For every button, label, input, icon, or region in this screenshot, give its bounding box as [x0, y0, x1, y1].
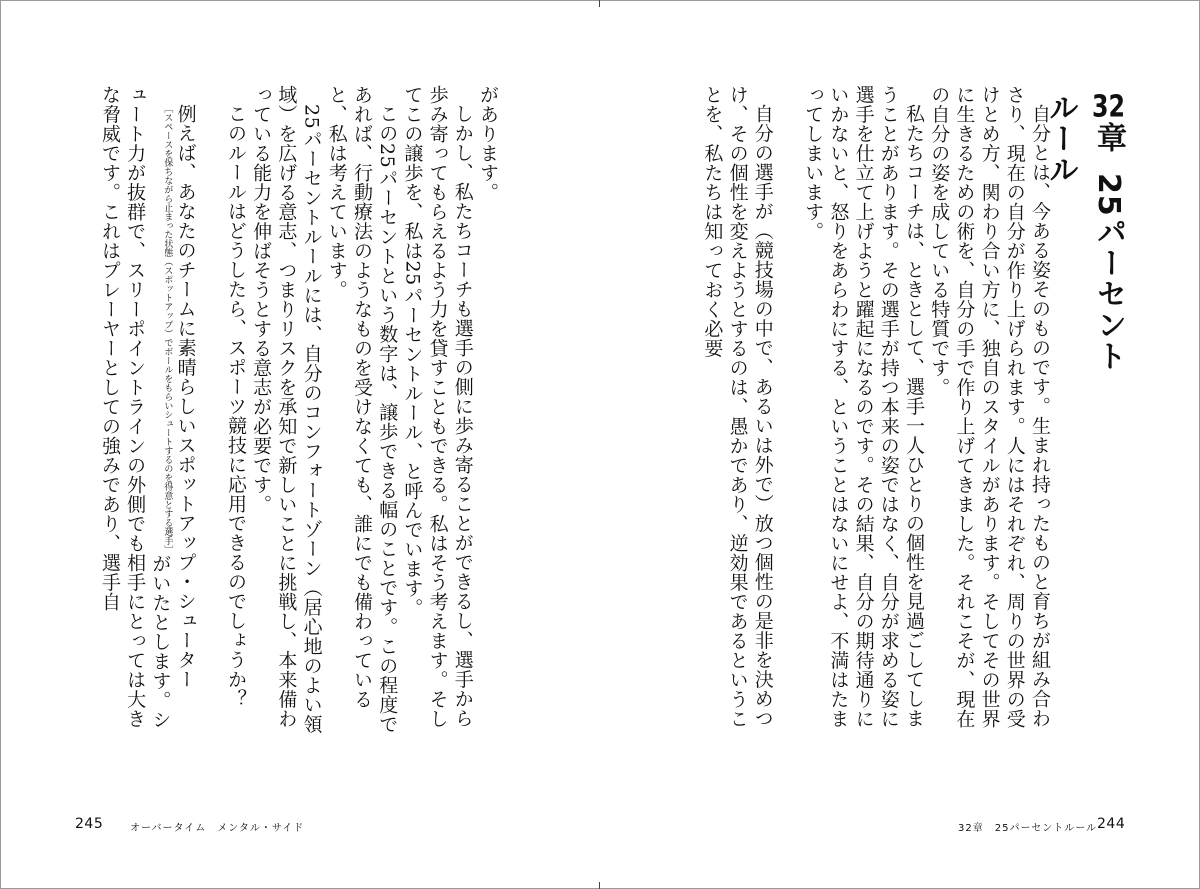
page-number-right: 244 — [1097, 816, 1126, 832]
running-head-left: オーバータイム メンタル・サイド — [130, 823, 305, 834]
paragraph: があります。 — [477, 85, 499, 202]
paragraph: この25パーセントという数字は、譲歩できる幅のことです。この程度であれば、行動療法のようなものを受けなくても、誰にでも備わっていると、私は考えています。 — [325, 85, 399, 734]
paragraph-text: がいたとします。シュート力が抜群で、スリーポイントラインの外側でも相手にとっては大きな脅威です。これはプレーヤーとしての強みであり、選手自 — [98, 85, 172, 730]
paragraph: 自分とは、今ある姿そのものです。生まれ持ったものと育ちが組み合わさり、現在の自分が作り上げられます。人にはそれぞれ、周りの世界の受けとめ方、関わり合い方に、独自のスタイルがあります。そしてその世界に生きるための術を、自分の手で作り上げてきました。それこそが、現在の自分の姿を成している特質です。 — [928, 85, 1051, 729]
right-page-body — [692, 85, 1052, 745]
paragraph: 25パーセントルールには、自分のコンフォートゾーン（居心地のよい領域）を広げる意志、つまりリスクを承知で新しいことに挑戦し、本来備わっている能力を伸ばそうとする意志が必要です。 — [250, 85, 323, 734]
page-number-left: 245 — [75, 816, 104, 832]
paragraph: 自分の選手が（競技場の中で、あるいは外で）放つ個性の是非を決めつけ、その個性を変えようとするのは、愚かであり、逆効果であるということを、私たちは知っておく必要 — [701, 85, 774, 729]
chapter-heading — [1043, 92, 1132, 392]
paragraph: 私たちコーチは、ときとして、選手一人ひとりの個性を見過ごしてしまうことがあります。その選手が持つ本来の姿ではなく、自分が求める姿に選手を仕立て上げようと躍起になるのです。その結果、自分の期待通りにいかないと、怒りをあらわにする、ということはないにせよ、不満はたまってしまいます。 — [802, 85, 925, 729]
paragraph-with-note — [97, 85, 198, 745]
annotation-note: ［スペースを保ちながら止まった状態（スポットアップ）でボールをもらいシュートするのを得意とする選手］ — [162, 104, 173, 554]
chapter-title: 25パーセントルール — [1043, 92, 1126, 372]
chapter-number: 32 — [1092, 92, 1125, 122]
paragraph-text: 例えば、あなたのチームに素晴らしいスポットアップ・シューター — [174, 104, 197, 689]
paragraph: しかし、私たちコーチも選手の側に歩み寄ることができるし、選手から歩み寄ってもらえるよう力を貸すこともできる。私はそう考えます。そしてこの譲歩を、私は25パーセントルール、と呼んでいます。 — [401, 85, 474, 729]
paragraph: このルールはどうしたら、スポーツ競技に応用できるのでしょうか？ — [224, 104, 247, 709]
chapter-label: 章 — [1091, 122, 1126, 153]
left-page-body — [78, 85, 500, 745]
running-head-right: 32章 25パーセントルール — [958, 823, 1098, 834]
